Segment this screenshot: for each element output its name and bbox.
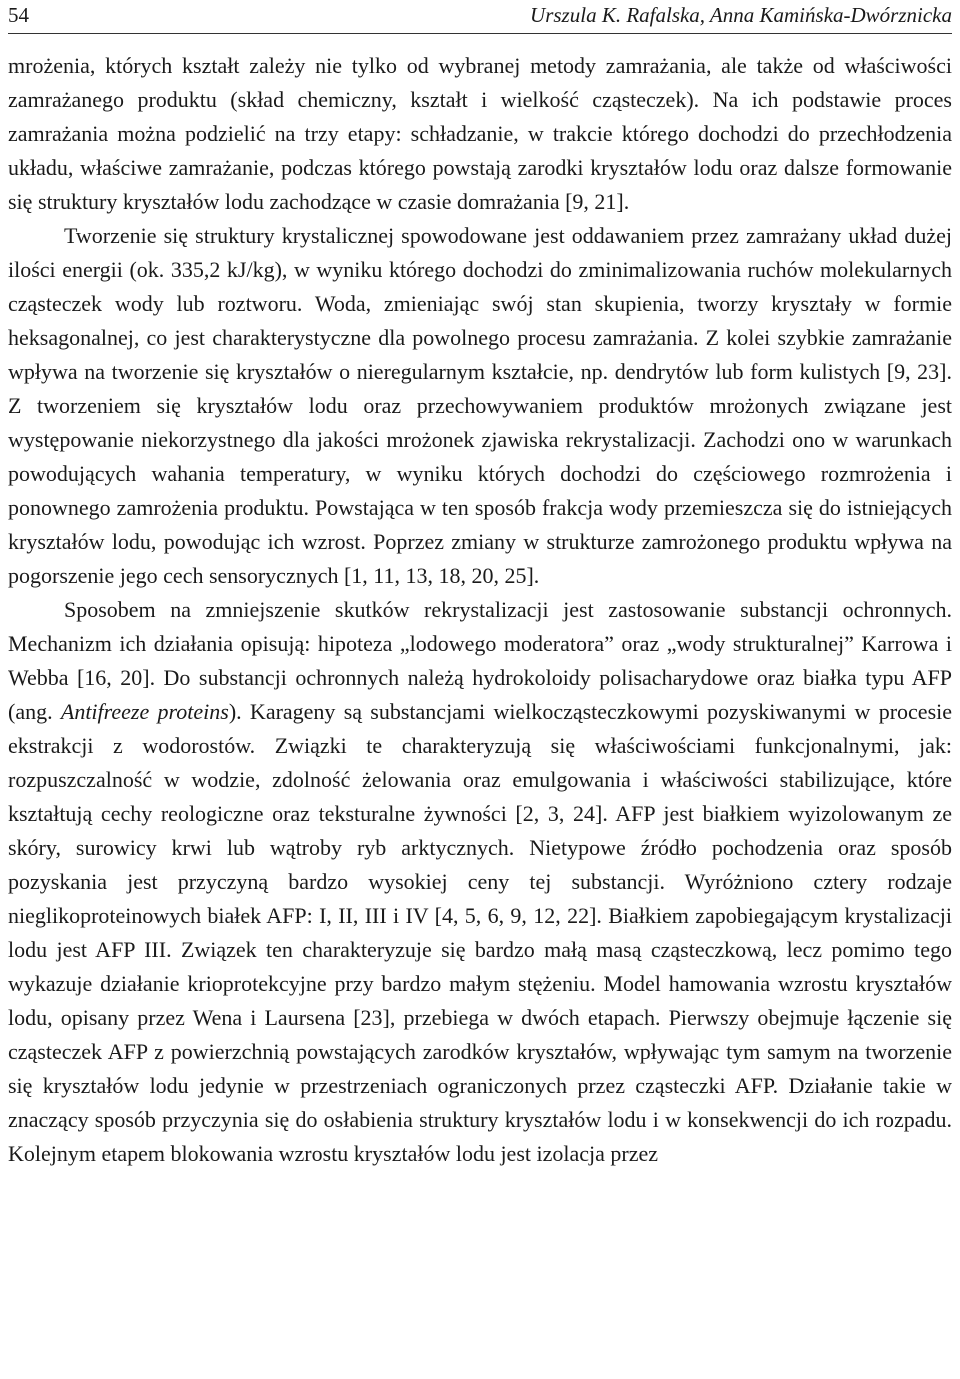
paragraph-3-text-a: Sposobem na zmniejszenie skutków rekrystalizacji jest zastosowanie substancji ochronnych. Mechanizm ich działania opisują: hipoteza „lodowego moderatora” oraz „wody strukturalnej” Karrowa i Webba [16, 20]. Do substancji ochronnych należą hydrokoloidy polisacharydowe oraz białka typu AFP (ang. <box>8 597 952 724</box>
page-header <box>8 0 952 34</box>
running-head-authors: Urszula K. Rafalska, Anna Kamińska-Dwórznicka <box>530 3 952 27</box>
paragraph-2 <box>8 219 952 593</box>
paragraph-1-text: mrożenia, których kształt zależy nie tylko od wybranej metody zamrażania, ale także od właściwości zamrażanego produktu (skład chemiczny, kształt i wielkość cząsteczek). Na ich podstawie proces zamrażania można podzielić na trzy etapy: schładzanie, w trakcie którego dochodzi do przechłodzenia układu, właściwe zamrażanie, podczas którego powstają zarodki kryształów lodu oraz dalsze formowanie się struktury kryształów lodu zachodzące w czasie domrażania [9, 21]. <box>8 53 952 214</box>
paragraph-3-text-b: ). Karageny są substancjami wielkocząsteczkowymi pozyskiwanymi w procesie ekstrakcji z wodorostów. Związki te charakteryzują się właściwościami funkcjonalnymi, jak: rozpuszczalność w wodzie, zdolność żelowania oraz emulgowania i właściwości stabilizujące, które kształtują cechy reologiczne oraz teksturalne żywności [2, 3, 24]. AFP jest białkiem wyizolowanym ze skóry, surowicy krwi lub wątroby ryb arktycznych. Nietypowe źródło pochodzenia oraz sposób pozyskania jest przyczyną bardzo wysokiej ceny tej substancji. Wyróżniono cztery rodzaje nieglikoproteinowych białek AFP: I, II, III i IV [4, 5, 6, 9, 12, 22]. Białkiem zapobiegającym krystalizacji lodu jest AFP III. Związek ten charakteryzuje się bardzo małą masą cząsteczkową, lecz pomimo tego wykazuje działanie krioprotekcyjne przy bardzo małym stężeniu. Model hamowania wzrostu kryształów lodu, opisany przez Wena i Laursena [23], przebiega w dwóch etapach. Pierwszy obejmuje łączenie się cząsteczek AFP z powierzchnią powstających zarodków kryształów, wpływając tym samym na tworzenie się kryształów lodu jedynie w przestrzeniach ograniczonych przez cząsteczki AFP. Działanie takie w znaczący sposób przyczynia się do osłabienia struktury kryształów lodu i w konsekwencji do ich rozpadu. Kolejnym etapem blokowania wzrostu kryształów lodu jest izolacja przez <box>8 699 953 1166</box>
paragraph-2-text: Tworzenie się struktury krystalicznej spowodowane jest oddawaniem przez zamrażany układ dużej ilości energii (ok. 335,2 kJ/kg), w wyniku którego dochodzi do zminimalizowania ruchów molekularnych cząsteczek wody lub roztworu. Woda, zmieniając swój stan skupienia, tworzy kryształy w formie heksagonalnej, co jest charakterystyczne dla powolnego procesu zamrażania. Z kolei szybkie zamrażanie wpływa na tworzenie się kryształów o nieregularnym kształcie, np. dendrytów lub form kulistych [9, 23]. Z tworzeniem się kryształów lodu oraz przechowywaniem produktów mrożonych związane jest występowanie niekorzystnego dla jakości mrożonek zjawiska rekrystalizacji. Zachodzi ono w warunkach powodujących wahania temperatury, w wyniku których dochodzi do częściowego rozmrożenia i ponownego zamrożenia produktu. Powstająca w ten sposób frakcja wody przemieszcza się do istniejących kryształów lodu, powodując ich wzrost. Poprzez zmiany w strukturze zamrożonego produktu wpływa na pogorszenie jego cech sensorycznych [1, 11, 13, 18, 20, 25]. <box>8 223 952 588</box>
body-text <box>8 49 952 1171</box>
page <box>8 0 952 1379</box>
paragraph-3-italic-term: Antifreeze proteins <box>60 699 229 724</box>
paragraph-3 <box>8 593 952 1171</box>
page-number: 54 <box>8 3 29 27</box>
paragraph-1 <box>8 49 952 219</box>
